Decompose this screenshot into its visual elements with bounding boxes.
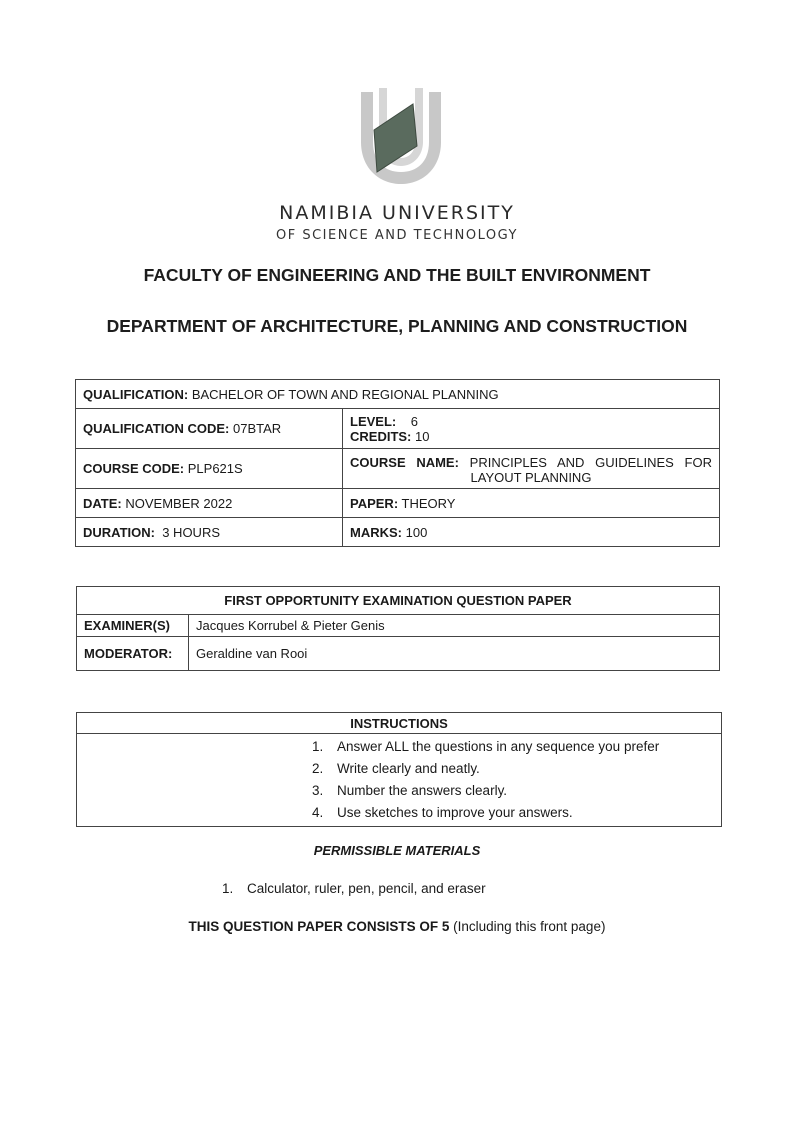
examiners-value: Jacques Korrubel & Pieter Genis	[189, 615, 720, 637]
item-number: 3.	[312, 783, 324, 798]
duration-row	[76, 518, 720, 547]
course-code-label: COURSE CODE:	[83, 461, 185, 476]
date-row	[76, 489, 720, 518]
qualification-row	[76, 380, 720, 409]
course-name-label: COURSE NAME:	[350, 454, 459, 470]
exam-header: FIRST OPPORTUNITY EXAMINATION QUESTION PAPER	[77, 587, 720, 615]
duration-cell	[76, 518, 343, 547]
examiners-row	[77, 615, 720, 637]
list-item	[312, 802, 714, 824]
page-count-bold: THIS QUESTION PAPER CONSISTS OF 5	[188, 919, 450, 934]
item-number: 4.	[312, 805, 324, 820]
item-number: 1.	[312, 739, 324, 754]
duration-label: DURATION:	[83, 524, 155, 540]
item-text: Answer ALL the questions in any sequence you prefer	[337, 739, 660, 754]
moderator-label: MODERATOR:	[77, 637, 189, 671]
duration-value: 3 HOURS	[162, 524, 221, 540]
qualification-code-value: 07BTAR	[232, 421, 282, 436]
page-count-note	[0, 919, 794, 934]
item-text: Calculator, ruler, pen, pencil, and eraser	[247, 881, 486, 896]
permissible-materials-item	[222, 881, 486, 896]
course-name-cell	[343, 449, 720, 489]
marks-cell	[343, 518, 720, 547]
paper-label: PAPER:	[350, 495, 399, 511]
moderator-row	[77, 637, 720, 671]
qualification-value: BACHELOR OF TOWN AND REGIONAL PLANNING	[191, 386, 499, 402]
marks-value: 100	[405, 524, 428, 540]
date-value: NOVEMBER 2022	[125, 495, 233, 511]
item-number: 2.	[312, 761, 324, 776]
date-cell	[76, 489, 343, 518]
qualification-code-cell	[76, 409, 343, 449]
instructions-header: INSTRUCTIONS	[77, 713, 722, 734]
university-subtitle: OF SCIENCE AND TECHNOLOGY	[276, 228, 518, 243]
instructions-body	[77, 734, 722, 827]
level-credits-cell	[343, 409, 720, 449]
credits-label: CREDITS:	[350, 428, 412, 444]
permissible-materials-heading: PERMISSIBLE MATERIALS	[313, 843, 481, 858]
list-item	[312, 758, 714, 780]
examiners-label: EXAMINER(S)	[77, 615, 189, 637]
qualification-label: QUALIFICATION:	[83, 386, 189, 402]
department-title: DEPARTMENT OF ARCHITECTURE, PLANNING AND CONSTRUCTION	[106, 316, 688, 336]
date-label: DATE:	[83, 495, 122, 511]
course-info-table	[75, 379, 720, 547]
instructions-table	[76, 712, 722, 827]
university-name: NAMIBIA UNIVERSITY	[279, 202, 515, 224]
qualification-cell	[76, 380, 720, 409]
course-code-cell	[76, 449, 343, 489]
paper-cell	[343, 489, 720, 518]
item-text: Use sketches to improve your answers.	[337, 805, 573, 820]
course-row	[76, 449, 720, 489]
course-code-value: PLP621S	[187, 461, 243, 476]
instructions-body-row	[77, 734, 722, 827]
item-number: 1.	[222, 881, 234, 896]
exam-details-table	[76, 586, 720, 671]
marks-label: MARKS:	[350, 524, 402, 540]
qualification-code-row	[76, 409, 720, 449]
list-item	[312, 780, 714, 802]
qualification-code-label: QUALIFICATION CODE:	[83, 421, 230, 436]
list-item	[312, 736, 714, 758]
course-name-value-line1: PRINCIPLES AND GUIDELINES FOR	[469, 454, 712, 470]
exam-header-row	[77, 587, 720, 615]
faculty-title: FACULTY OF ENGINEERING AND THE BUILT ENVIRONMENT	[143, 265, 651, 285]
level-value: 6	[410, 413, 418, 429]
credits-value: 10	[415, 428, 430, 444]
page-count-normal: (Including this front page)	[453, 919, 606, 934]
moderator-value: Geraldine van Rooi	[189, 637, 720, 671]
item-text: Number the answers clearly.	[337, 783, 508, 798]
university-logo	[357, 86, 445, 188]
level-label: LEVEL:	[350, 413, 397, 429]
instructions-list	[312, 736, 714, 824]
course-name-value-line2: LAYOUT PLANNING	[470, 469, 592, 485]
instructions-header-row	[77, 713, 722, 734]
item-text: Write clearly and neatly.	[337, 761, 480, 776]
paper-value: THEORY	[401, 495, 456, 511]
